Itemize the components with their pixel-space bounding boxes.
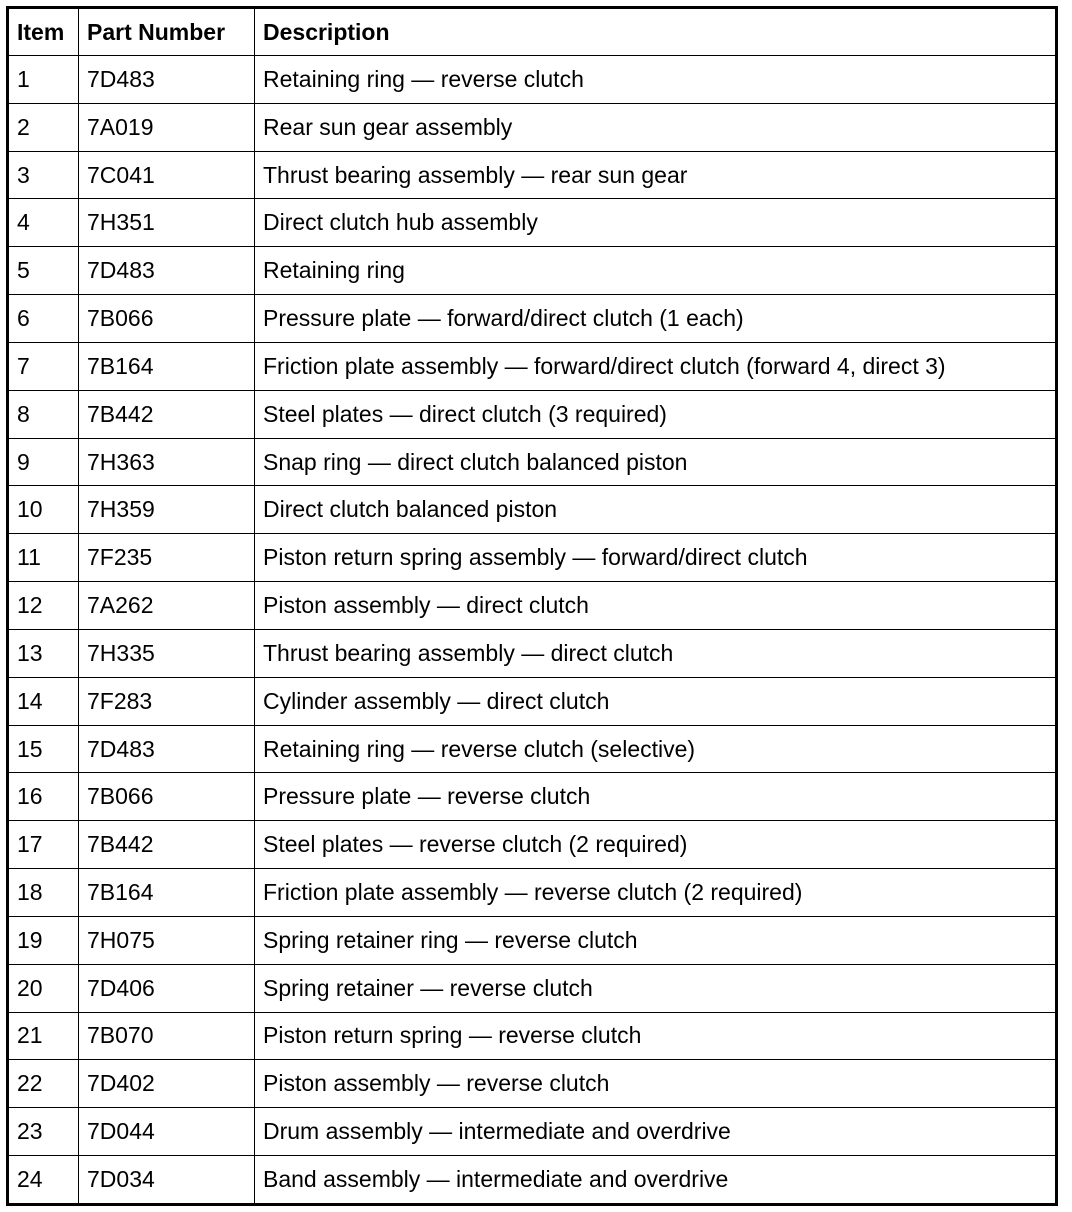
cell-part-number: 7B070 [79,1012,255,1060]
cell-item: 15 [8,725,79,773]
cell-part-number: 7F235 [79,534,255,582]
table-body [8,56,1057,1205]
cell-part-number: 7D044 [79,1108,255,1156]
cell-item: 6 [8,295,79,343]
table-row [8,295,1057,343]
column-header-item: Item [8,8,79,56]
cell-part-number: 7A019 [79,103,255,151]
cell-description: Pressure plate — reverse clutch [255,773,1057,821]
table-row [8,56,1057,104]
cell-item: 21 [8,1012,79,1060]
cell-part-number: 7F283 [79,677,255,725]
cell-item: 11 [8,534,79,582]
cell-description: Band assembly — intermediate and overdrive [255,1156,1057,1205]
parts-table [6,6,1058,1206]
cell-description: Pressure plate — forward/direct clutch (1 each) [255,295,1057,343]
cell-description: Snap ring — direct clutch balanced piston [255,438,1057,486]
cell-part-number: 7B066 [79,773,255,821]
cell-description: Piston return spring assembly — forward/direct clutch [255,534,1057,582]
table-row [8,390,1057,438]
table-row [8,486,1057,534]
cell-part-number: 7D483 [79,725,255,773]
cell-description: Thrust bearing assembly — rear sun gear [255,151,1057,199]
cell-part-number: 7B164 [79,869,255,917]
table-header-row [8,8,1057,56]
cell-part-number: 7C041 [79,151,255,199]
cell-description: Spring retainer ring — reverse clutch [255,916,1057,964]
cell-part-number: 7B066 [79,295,255,343]
cell-description: Retaining ring — reverse clutch [255,56,1057,104]
cell-item: 9 [8,438,79,486]
table-row [8,1012,1057,1060]
cell-item: 16 [8,773,79,821]
cell-item: 17 [8,821,79,869]
cell-item: 22 [8,1060,79,1108]
cell-part-number: 7D034 [79,1156,255,1205]
cell-item: 10 [8,486,79,534]
table-row [8,677,1057,725]
cell-description: Rear sun gear assembly [255,103,1057,151]
cell-description: Cylinder assembly — direct clutch [255,677,1057,725]
cell-part-number: 7D402 [79,1060,255,1108]
cell-part-number: 7B442 [79,821,255,869]
cell-description: Drum assembly — intermediate and overdrive [255,1108,1057,1156]
cell-description: Friction plate assembly — reverse clutch (2 required) [255,869,1057,917]
table-row [8,151,1057,199]
cell-description: Piston assembly — reverse clutch [255,1060,1057,1108]
cell-item: 3 [8,151,79,199]
cell-part-number: 7H075 [79,916,255,964]
cell-item: 5 [8,247,79,295]
cell-item: 18 [8,869,79,917]
table-row [8,103,1057,151]
cell-part-number: 7H363 [79,438,255,486]
cell-item: 23 [8,1108,79,1156]
cell-item: 4 [8,199,79,247]
table-row [8,199,1057,247]
cell-part-number: 7B164 [79,342,255,390]
table-row [8,1156,1057,1205]
cell-description: Retaining ring — reverse clutch (selective) [255,725,1057,773]
cell-part-number: 7H335 [79,629,255,677]
table-row [8,629,1057,677]
cell-description: Thrust bearing assembly — direct clutch [255,629,1057,677]
cell-description: Piston return spring — reverse clutch [255,1012,1057,1060]
cell-description: Friction plate assembly — forward/direct clutch (forward 4, direct 3) [255,342,1057,390]
cell-description: Steel plates — direct clutch (3 required) [255,390,1057,438]
cell-item: 1 [8,56,79,104]
table-row [8,342,1057,390]
cell-item: 13 [8,629,79,677]
cell-part-number: 7H351 [79,199,255,247]
cell-item: 14 [8,677,79,725]
table-row [8,821,1057,869]
table-row [8,438,1057,486]
cell-item: 20 [8,964,79,1012]
cell-item: 2 [8,103,79,151]
table-row [8,725,1057,773]
cell-part-number: 7H359 [79,486,255,534]
cell-description: Direct clutch balanced piston [255,486,1057,534]
cell-item: 24 [8,1156,79,1205]
cell-item: 19 [8,916,79,964]
table-row [8,964,1057,1012]
cell-part-number: 7A262 [79,582,255,630]
table-row [8,773,1057,821]
cell-description: Spring retainer — reverse clutch [255,964,1057,1012]
cell-description: Steel plates — reverse clutch (2 required) [255,821,1057,869]
cell-description: Piston assembly — direct clutch [255,582,1057,630]
cell-part-number: 7D483 [79,56,255,104]
cell-item: 7 [8,342,79,390]
table-row [8,916,1057,964]
column-header-description: Description [255,8,1057,56]
cell-item: 8 [8,390,79,438]
cell-description: Retaining ring [255,247,1057,295]
column-header-part-number: Part Number [79,8,255,56]
table-row [8,582,1057,630]
table-row [8,534,1057,582]
table-row [8,247,1057,295]
table-row [8,869,1057,917]
table-row [8,1060,1057,1108]
cell-part-number: 7D406 [79,964,255,1012]
cell-part-number: 7D483 [79,247,255,295]
cell-description: Direct clutch hub assembly [255,199,1057,247]
cell-part-number: 7B442 [79,390,255,438]
table-row [8,1108,1057,1156]
cell-item: 12 [8,582,79,630]
